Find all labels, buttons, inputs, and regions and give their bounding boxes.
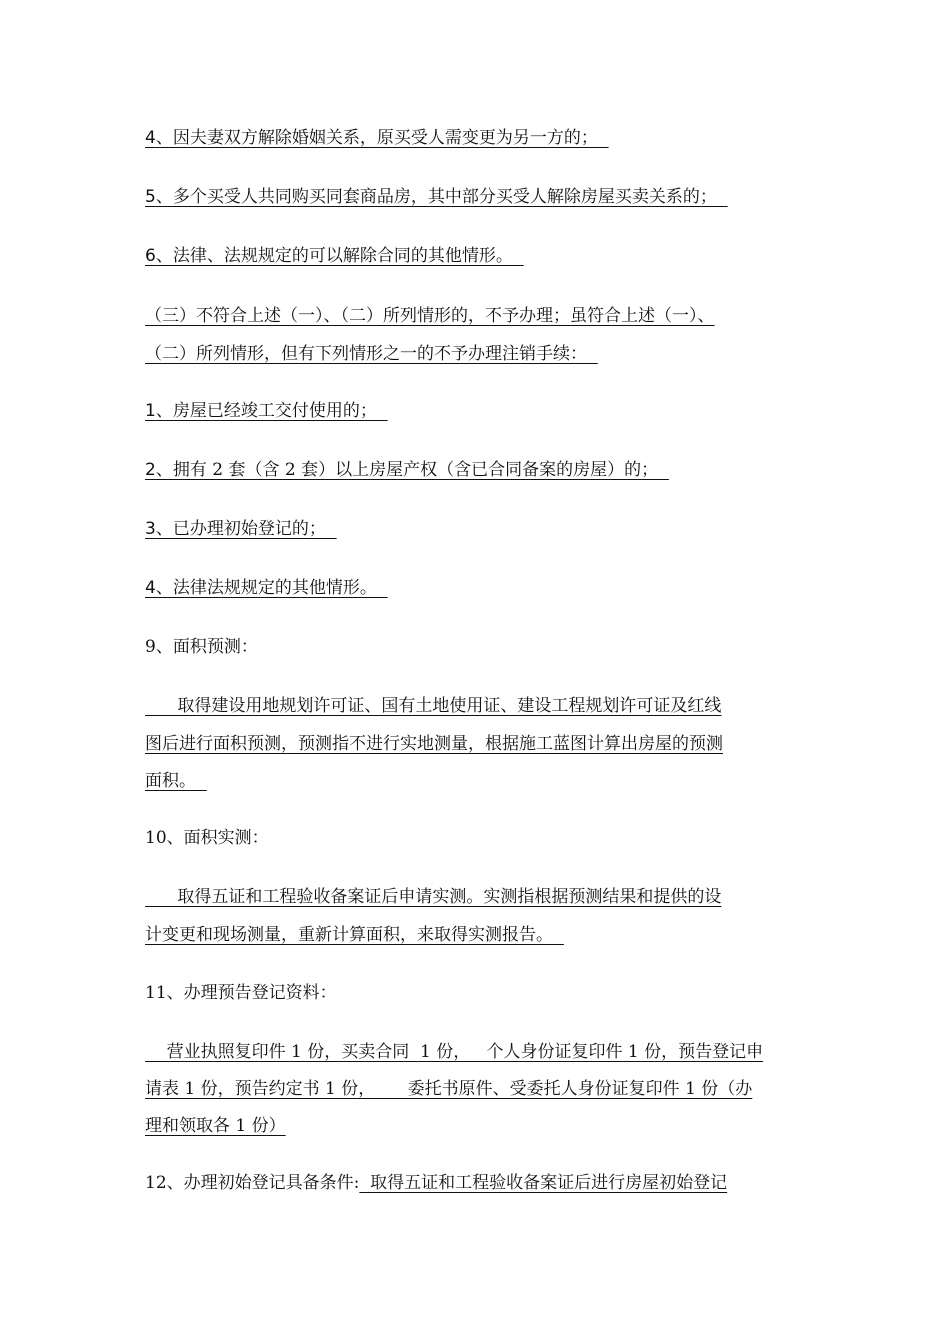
section3-line2: （二）所列情形，但有下列情形之一的不予办理注销手续：	[145, 344, 598, 364]
item-text: 、已办理初始登记的；	[155, 519, 337, 539]
item-number: 2	[145, 460, 156, 480]
item12-heading: 12、办理初始登记具备条件:	[145, 1173, 360, 1193]
list-item-a4	[145, 128, 609, 148]
list-item-b3	[145, 519, 337, 539]
item12-line	[145, 1173, 727, 1193]
item11-line2: 请表 1 份，预告约定书 1 份， 委托书原件、受委托人身份证复印件 1 份（办	[145, 1079, 753, 1099]
item-number: 1	[145, 401, 156, 421]
list-item-b2	[145, 460, 669, 480]
list-item-b4	[145, 578, 388, 598]
item10-heading: 10、面积实测：	[145, 828, 269, 848]
item11-line3: 理和领取各 1 份）	[145, 1116, 286, 1136]
item9-line2: 图后进行面积预测，预测指不进行实地测量，根据施工蓝图计算出房屋的预测	[145, 734, 723, 754]
item-text: 、多个买受人共同购买同套商品房，其中部分买受人解除房屋买卖关系的；	[155, 187, 728, 207]
item11-heading: 11、办理预告登记资料：	[145, 983, 337, 1003]
item-number: 5	[145, 187, 156, 207]
item-number: 6	[145, 246, 156, 266]
item12-text: 取得五证和工程验收备案证后进行房屋初始登记	[359, 1173, 728, 1193]
section3-line1: （三）不符合上述（一）、（二）所列情形的，不予办理；虽符合上述（一）、	[145, 306, 715, 326]
item11-line1: 营业执照复印件 1 份，买卖合同 1 份， 个人身份证复印件 1 份，预告登记申	[145, 1042, 764, 1062]
item9-line1: 取得建设用地规划许可证、国有土地使用证、建设工程规划许可证及红线	[145, 696, 722, 716]
list-item-a5	[145, 187, 728, 207]
item-number: 3	[145, 519, 156, 539]
item10-line1: 取得五证和工程验收备案证后申请实测。实测指根据预测结果和提供的设	[145, 887, 722, 907]
item-text: 、房屋已经竣工交付使用的；	[155, 401, 388, 421]
list-item-b1	[145, 401, 388, 421]
item-text: 、拥有 2 套（含 2 套）以上房屋产权（含已合同备案的房屋）的；	[155, 460, 669, 480]
list-item-a6	[145, 246, 524, 266]
item-number: 4	[145, 578, 156, 598]
item-text: 、因夫妻双方解除婚姻关系，原买受人需变更为另一方的；	[155, 128, 609, 148]
item9-heading: 9、面积预测：	[145, 637, 258, 657]
item-text: 、法律、法规规定的可以解除合同的其他情形。	[155, 246, 524, 266]
item9-line3: 面积。	[145, 771, 207, 791]
item-text: 、法律法规规定的其他情形。	[155, 578, 388, 598]
item-number: 4	[145, 128, 156, 148]
item10-line2: 计变更和现场测量，重新计算面积，来取得实测报告。	[145, 925, 564, 945]
